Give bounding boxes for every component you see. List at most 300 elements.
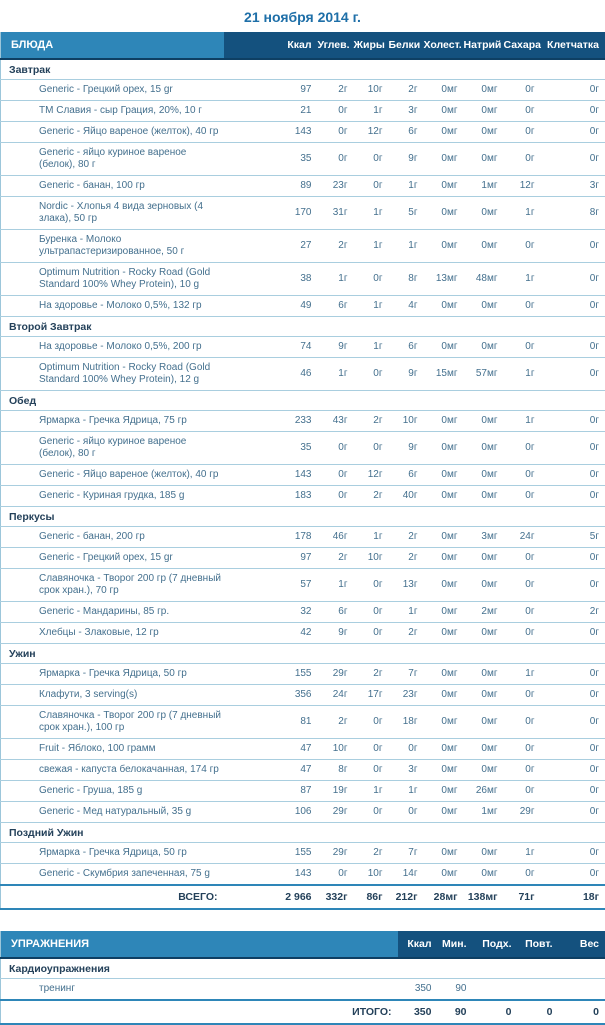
nutrient-value: 0мг <box>464 760 504 781</box>
food-row <box>1 230 605 263</box>
nutrient-value: 23г <box>318 176 354 197</box>
food-diary-table <box>0 32 605 910</box>
nutrient-value: 0мг <box>464 664 504 685</box>
nutrient-value: 155 <box>224 664 318 685</box>
nutrient-value: 0мг <box>464 197 504 230</box>
nutrient-value: 183 <box>224 486 318 507</box>
nutrient-value: 0мг <box>424 122 464 143</box>
ex-col-header-weight: Вес <box>559 931 605 958</box>
food-total-fats: 86г <box>354 885 389 909</box>
exercise-total-weight: 0 <box>559 1000 605 1024</box>
nutrient-value: 0г <box>318 101 354 122</box>
nutrient-value: 0г <box>504 486 541 507</box>
nutrient-value: 0г <box>354 602 389 623</box>
nutrient-value: 0г <box>504 296 541 317</box>
nutrient-value: 13мг <box>424 263 464 296</box>
nutrient-value: 1г <box>354 527 389 548</box>
nutrient-value: 2г <box>354 664 389 685</box>
nutrient-value: 74 <box>224 337 318 358</box>
nutrient-value: 0г <box>354 432 389 465</box>
nutrient-value: 0мг <box>464 569 504 602</box>
nutrient-value: 38 <box>224 263 318 296</box>
nutrient-value: 0мг <box>464 122 504 143</box>
nutrient-value: 0мг <box>464 230 504 263</box>
nutrient-value: 27 <box>224 230 318 263</box>
nutrient-value: 87 <box>224 781 318 802</box>
nutrient-value: 0г <box>354 739 389 760</box>
nutrient-value: 0мг <box>424 465 464 486</box>
food-row <box>1 569 605 602</box>
nutrient-value: 0г <box>504 685 541 706</box>
nutrient-value: 0мг <box>424 548 464 569</box>
nutrient-value: 0г <box>541 143 605 176</box>
nutrient-value: 0г <box>504 80 541 101</box>
nutrient-value: 7г <box>389 843 424 864</box>
nutrient-value: 97 <box>224 548 318 569</box>
nutrient-value: 0г <box>541 101 605 122</box>
dish-name: Generic - Мандарины, 85 гр. <box>1 602 224 623</box>
food-row <box>1 706 605 739</box>
nutrient-value: 2г <box>389 527 424 548</box>
meal-section-row-label: Ужин <box>1 644 605 664</box>
nutrient-value: 1г <box>354 296 389 317</box>
nutrient-value: 106 <box>224 802 318 823</box>
nutrient-value: 0мг <box>464 623 504 644</box>
nutrient-value: 0мг <box>424 296 464 317</box>
dish-name: Generic - Яйцо вареное (желток), 40 гр <box>1 465 224 486</box>
nutrient-value: 0г <box>318 432 354 465</box>
nutrient-value: 10г <box>354 548 389 569</box>
nutrient-value: 48мг <box>464 263 504 296</box>
nutrient-value: 0г <box>504 548 541 569</box>
nutrient-value: 0г <box>504 760 541 781</box>
food-total-cholesterol: 28мг <box>424 885 464 909</box>
nutrient-value: 1г <box>389 230 424 263</box>
meal-section-row-label: Второй Завтрак <box>1 317 605 337</box>
nutrient-value: 10г <box>318 739 354 760</box>
food-row <box>1 358 605 391</box>
nutrient-value: 24г <box>504 527 541 548</box>
nutrient-value: 24г <box>318 685 354 706</box>
exercise-section-row <box>1 958 605 979</box>
col-header-carbs: Углев. <box>318 32 354 59</box>
nutrient-value: 0мг <box>464 706 504 739</box>
food-total-label: ВСЕГО: <box>1 885 224 909</box>
exercise-total-kcal: 350 <box>398 1000 438 1024</box>
ex-col-header-kcal: Ккал <box>398 931 438 958</box>
nutrient-value: 1г <box>354 781 389 802</box>
meal-section-row-label: Перкусы <box>1 507 605 527</box>
nutrient-value: 0мг <box>424 527 464 548</box>
nutrient-value: 1г <box>354 337 389 358</box>
nutrient-value: 0г <box>541 843 605 864</box>
nutrient-value: 0г <box>389 802 424 823</box>
nutrient-value: 0г <box>541 548 605 569</box>
dish-name: Generic - яйцо куриное вареное (белок), 80 г <box>1 432 224 465</box>
nutrient-value: 0мг <box>464 843 504 864</box>
nutrient-value: 0мг <box>424 486 464 507</box>
nutrient-value: 46 <box>224 358 318 391</box>
food-row <box>1 263 605 296</box>
nutrient-value: 1г <box>318 358 354 391</box>
nutrient-value: 1г <box>504 358 541 391</box>
food-total-row <box>1 885 605 909</box>
nutrient-value: 0мг <box>424 569 464 602</box>
col-header-sodium: Натрий <box>464 32 504 59</box>
nutrient-value: 2г <box>354 486 389 507</box>
ex-col-header-reps: Повт. <box>518 931 559 958</box>
food-row <box>1 101 605 122</box>
nutrient-value: 2г <box>389 80 424 101</box>
nutrient-value: 10г <box>354 864 389 886</box>
nutrient-value: 4г <box>389 296 424 317</box>
nutrient-value: 1г <box>389 781 424 802</box>
nutrient-value: 0г <box>504 569 541 602</box>
nutrient-value: 1г <box>354 197 389 230</box>
dish-name: Nordic - Хлопья 4 вида зерновых (4 злака), 50 гр <box>1 197 224 230</box>
nutrient-value: 12г <box>354 122 389 143</box>
nutrient-value: 1г <box>354 230 389 263</box>
nutrient-value: 0мг <box>424 143 464 176</box>
nutrient-value: 2мг <box>464 602 504 623</box>
exercise-total-label: ИТОГО: <box>1 1000 398 1024</box>
dish-name: Generic - Куриная грудка, 185 g <box>1 486 224 507</box>
nutrient-value: 2г <box>389 548 424 569</box>
nutrient-value: 0г <box>504 465 541 486</box>
food-table-body <box>1 59 605 885</box>
food-row <box>1 623 605 644</box>
nutrient-value: 6г <box>389 465 424 486</box>
dish-name: Ярмарка - Гречка Ядрица, 50 гр <box>1 843 224 864</box>
nutrient-value: 0г <box>541 296 605 317</box>
nutrient-value: 3г <box>389 760 424 781</box>
dish-name: Generic - банан, 200 гр <box>1 527 224 548</box>
food-total-carbs: 332г <box>318 885 354 909</box>
dish-name: Generic - Грецкий орех, 15 gr <box>1 548 224 569</box>
food-row <box>1 143 605 176</box>
nutrient-value: 143 <box>224 864 318 886</box>
nutrient-value: 1г <box>318 569 354 602</box>
nutrient-value: 0мг <box>464 80 504 101</box>
nutrient-value: 0г <box>541 80 605 101</box>
nutrient-value: 5г <box>389 197 424 230</box>
nutrient-value: 47 <box>224 760 318 781</box>
nutrient-value: 29г <box>504 802 541 823</box>
nutrient-value: 0г <box>541 122 605 143</box>
exercise-value <box>559 979 605 1001</box>
nutrient-value: 0г <box>354 569 389 602</box>
food-row <box>1 664 605 685</box>
exercise-total-sets: 0 <box>473 1000 518 1024</box>
nutrient-value: 8г <box>541 197 605 230</box>
dish-name: Ярмарка - Гречка Ядрица, 75 гр <box>1 411 224 432</box>
nutrient-value: 0мг <box>464 685 504 706</box>
nutrient-value: 0г <box>504 432 541 465</box>
nutrient-value: 233 <box>224 411 318 432</box>
food-row <box>1 337 605 358</box>
nutrient-value: 0г <box>504 337 541 358</box>
nutrient-value: 7г <box>389 664 424 685</box>
dish-name: Клафути, 3 serving(s) <box>1 685 224 706</box>
meal-section-row-label: Завтрак <box>1 59 605 80</box>
nutrient-value: 0г <box>541 337 605 358</box>
nutrient-value: 0мг <box>424 176 464 197</box>
nutrient-value: 1г <box>389 176 424 197</box>
food-row <box>1 602 605 623</box>
nutrient-value: 0г <box>504 602 541 623</box>
nutrient-value: 0мг <box>424 864 464 886</box>
nutrient-value: 0г <box>541 664 605 685</box>
dish-name: Optimum Nutrition - Rocky Road (Gold Standard 100% Whey Protein), 12 g <box>1 358 224 391</box>
dish-name: Хлебцы - Злаковые, 12 гр <box>1 623 224 644</box>
meal-section-row-label: Поздний Ужин <box>1 823 605 843</box>
nutrient-value: 0мг <box>424 623 464 644</box>
nutrient-value: 1г <box>504 197 541 230</box>
nutrient-value: 0мг <box>424 843 464 864</box>
tables-gap <box>0 910 605 931</box>
exercise-value <box>518 979 559 1001</box>
nutrient-value: 0г <box>389 739 424 760</box>
col-header-protein: Белки <box>389 32 424 59</box>
nutrient-value: 0мг <box>424 760 464 781</box>
nutrient-value: 42 <box>224 623 318 644</box>
nutrient-value: 10г <box>389 411 424 432</box>
food-table-header-row <box>1 32 605 59</box>
nutrient-value: 0г <box>354 358 389 391</box>
nutrient-value: 143 <box>224 465 318 486</box>
nutrient-value: 49 <box>224 296 318 317</box>
food-row <box>1 802 605 823</box>
nutrient-value: 57 <box>224 569 318 602</box>
nutrient-value: 170 <box>224 197 318 230</box>
dish-name: Буренка - Молоко ультрапастеризированное, 50 г <box>1 230 224 263</box>
food-row <box>1 739 605 760</box>
food-row <box>1 296 605 317</box>
food-total-fiber: 18г <box>541 885 605 909</box>
nutrient-value: 19г <box>318 781 354 802</box>
col-header-fats: Жиры <box>354 32 389 59</box>
nutrient-value: 356 <box>224 685 318 706</box>
nutrient-value: 57мг <box>464 358 504 391</box>
nutrient-value: 12г <box>504 176 541 197</box>
nutrient-value: 0г <box>318 864 354 886</box>
nutrient-value: 32 <box>224 602 318 623</box>
nutrient-value: 1мг <box>464 176 504 197</box>
meal-section-row <box>1 507 605 527</box>
dish-name: свежая - капуста белокачанная, 174 гр <box>1 760 224 781</box>
nutrient-value: 0мг <box>464 465 504 486</box>
food-total-kcal: 2 966 <box>224 885 318 909</box>
nutrient-value: 0мг <box>424 411 464 432</box>
nutrient-value: 15мг <box>424 358 464 391</box>
nutrient-value: 0мг <box>424 602 464 623</box>
nutrient-value: 0г <box>318 143 354 176</box>
nutrient-value: 40г <box>389 486 424 507</box>
meal-section-row <box>1 823 605 843</box>
exercise-total-row <box>1 1000 605 1024</box>
nutrient-value: 23г <box>389 685 424 706</box>
nutrient-value: 43г <box>318 411 354 432</box>
nutrient-value: 1г <box>354 101 389 122</box>
food-row <box>1 843 605 864</box>
dish-name: ТМ Славия - сыр Грация, 20%, 10 г <box>1 101 224 122</box>
nutrient-value: 0г <box>504 101 541 122</box>
col-header-cholesterol: Холест. <box>424 32 464 59</box>
nutrient-value: 0мг <box>464 486 504 507</box>
nutrient-value: 0г <box>318 465 354 486</box>
nutrient-value: 21 <box>224 101 318 122</box>
nutrient-value: 0г <box>541 739 605 760</box>
nutrient-value: 0г <box>541 263 605 296</box>
dishes-column-header: БЛЮДА <box>1 32 224 59</box>
nutrient-value: 0мг <box>464 864 504 886</box>
nutrient-value: 0г <box>541 230 605 263</box>
nutrient-value: 0мг <box>464 296 504 317</box>
nutrient-value: 31г <box>318 197 354 230</box>
nutrient-value: 2г <box>389 623 424 644</box>
nutrient-value: 5г <box>541 527 605 548</box>
nutrient-value: 0г <box>541 760 605 781</box>
nutrient-value: 0мг <box>464 411 504 432</box>
nutrient-value: 0г <box>541 358 605 391</box>
nutrient-value: 0мг <box>424 80 464 101</box>
nutrient-value: 0г <box>541 706 605 739</box>
food-row <box>1 432 605 465</box>
nutrient-value: 0мг <box>424 781 464 802</box>
nutrient-value: 0мг <box>424 664 464 685</box>
nutrient-value: 9г <box>389 432 424 465</box>
nutrient-value: 1г <box>504 664 541 685</box>
exercise-table <box>0 931 605 1025</box>
nutrient-value: 0г <box>504 230 541 263</box>
nutrient-value: 0мг <box>424 432 464 465</box>
nutrient-value: 0г <box>541 432 605 465</box>
col-header-sugars: Сахара <box>504 32 541 59</box>
nutrient-value: 0г <box>541 486 605 507</box>
nutrient-value: 0г <box>504 864 541 886</box>
dish-name: Generic - Мед натуральный, 35 g <box>1 802 224 823</box>
nutrient-value: 0г <box>541 781 605 802</box>
nutrient-value: 0г <box>504 143 541 176</box>
dish-name: Fruit - Яблоко, 100 грамм <box>1 739 224 760</box>
nutrient-value: 14г <box>389 864 424 886</box>
nutrient-value: 0мг <box>424 685 464 706</box>
nutrient-value: 0г <box>541 864 605 886</box>
nutrient-value: 0г <box>504 739 541 760</box>
nutrient-value: 26мг <box>464 781 504 802</box>
food-row <box>1 527 605 548</box>
nutrient-value: 2г <box>354 411 389 432</box>
nutrient-value: 8г <box>318 760 354 781</box>
nutrient-value: 3г <box>541 176 605 197</box>
dish-name: Славяночка - Творог 200 гр (7 дневный срок хран.), 70 гр <box>1 569 224 602</box>
meal-section-row <box>1 59 605 80</box>
nutrient-value: 2г <box>318 230 354 263</box>
exercise-value <box>473 979 518 1001</box>
dish-name: На здоровье - Молоко 0,5%, 200 гр <box>1 337 224 358</box>
nutrient-value: 9г <box>389 143 424 176</box>
dish-name: Generic - Грецкий орех, 15 gr <box>1 80 224 101</box>
page-title: 21 ноября 2014 г. <box>0 0 605 32</box>
nutrient-value: 1мг <box>464 802 504 823</box>
nutrient-value: 6г <box>389 122 424 143</box>
nutrient-value: 6г <box>318 296 354 317</box>
food-row <box>1 80 605 101</box>
dish-name: На здоровье - Молоко 0,5%, 132 гр <box>1 296 224 317</box>
nutrient-value: 97 <box>224 80 318 101</box>
dish-name: Generic - банан, 100 гр <box>1 176 224 197</box>
food-total-sodium: 138мг <box>464 885 504 909</box>
food-row <box>1 197 605 230</box>
food-row <box>1 781 605 802</box>
nutrient-value: 0г <box>318 122 354 143</box>
dish-name: Generic - Яйцо вареное (желток), 40 гр <box>1 122 224 143</box>
food-row <box>1 411 605 432</box>
dish-name: Ярмарка - Гречка Ядрица, 50 гр <box>1 664 224 685</box>
nutrient-value: 0г <box>541 465 605 486</box>
nutrient-value: 0г <box>504 122 541 143</box>
nutrient-value: 2г <box>354 843 389 864</box>
food-total-sugars: 71г <box>504 885 541 909</box>
nutrient-value: 0мг <box>424 230 464 263</box>
nutrient-value: 8г <box>389 263 424 296</box>
food-row <box>1 122 605 143</box>
nutrient-value: 0г <box>541 685 605 706</box>
food-row <box>1 548 605 569</box>
nutrient-value: 6г <box>318 602 354 623</box>
nutrient-value: 0г <box>541 569 605 602</box>
nutrient-value: 35 <box>224 143 318 176</box>
nutrient-value: 0мг <box>464 143 504 176</box>
nutrient-value: 0мг <box>424 197 464 230</box>
nutrient-value: 0г <box>541 802 605 823</box>
nutrient-value: 9г <box>318 623 354 644</box>
col-header-kcal: Ккал <box>224 32 318 59</box>
dish-name: Optimum Nutrition - Rocky Road (Gold Standard 100% Whey Protein), 10 g <box>1 263 224 296</box>
exercise-value: 350 <box>398 979 438 1001</box>
nutrient-value: 0г <box>504 781 541 802</box>
nutrient-value: 12г <box>354 465 389 486</box>
nutrient-value: 1г <box>504 411 541 432</box>
nutrient-value: 9г <box>389 358 424 391</box>
nutrient-value: 2г <box>541 602 605 623</box>
exercise-section-row-label: Кардиоупражнения <box>1 958 605 979</box>
nutrient-value: 0г <box>354 802 389 823</box>
nutrient-value: 29г <box>318 802 354 823</box>
nutrient-value: 3г <box>389 101 424 122</box>
nutrient-value: 2г <box>318 548 354 569</box>
exercise-total-reps: 0 <box>518 1000 559 1024</box>
nutrient-value: 47 <box>224 739 318 760</box>
meal-section-row <box>1 644 605 664</box>
food-row <box>1 486 605 507</box>
nutrient-value: 0мг <box>464 739 504 760</box>
food-row <box>1 864 605 886</box>
exercise-value: 90 <box>438 979 473 1001</box>
food-row <box>1 176 605 197</box>
nutrient-value: 0г <box>354 263 389 296</box>
food-row <box>1 465 605 486</box>
nutrient-value: 1г <box>318 263 354 296</box>
nutrient-value: 0мг <box>424 337 464 358</box>
nutrient-value: 0г <box>541 623 605 644</box>
exercise-table-body <box>1 958 605 1000</box>
nutrient-value: 0г <box>354 760 389 781</box>
nutrient-value: 0г <box>354 623 389 644</box>
nutrient-value: 29г <box>318 843 354 864</box>
nutrient-value: 0г <box>354 176 389 197</box>
meal-section-row <box>1 391 605 411</box>
